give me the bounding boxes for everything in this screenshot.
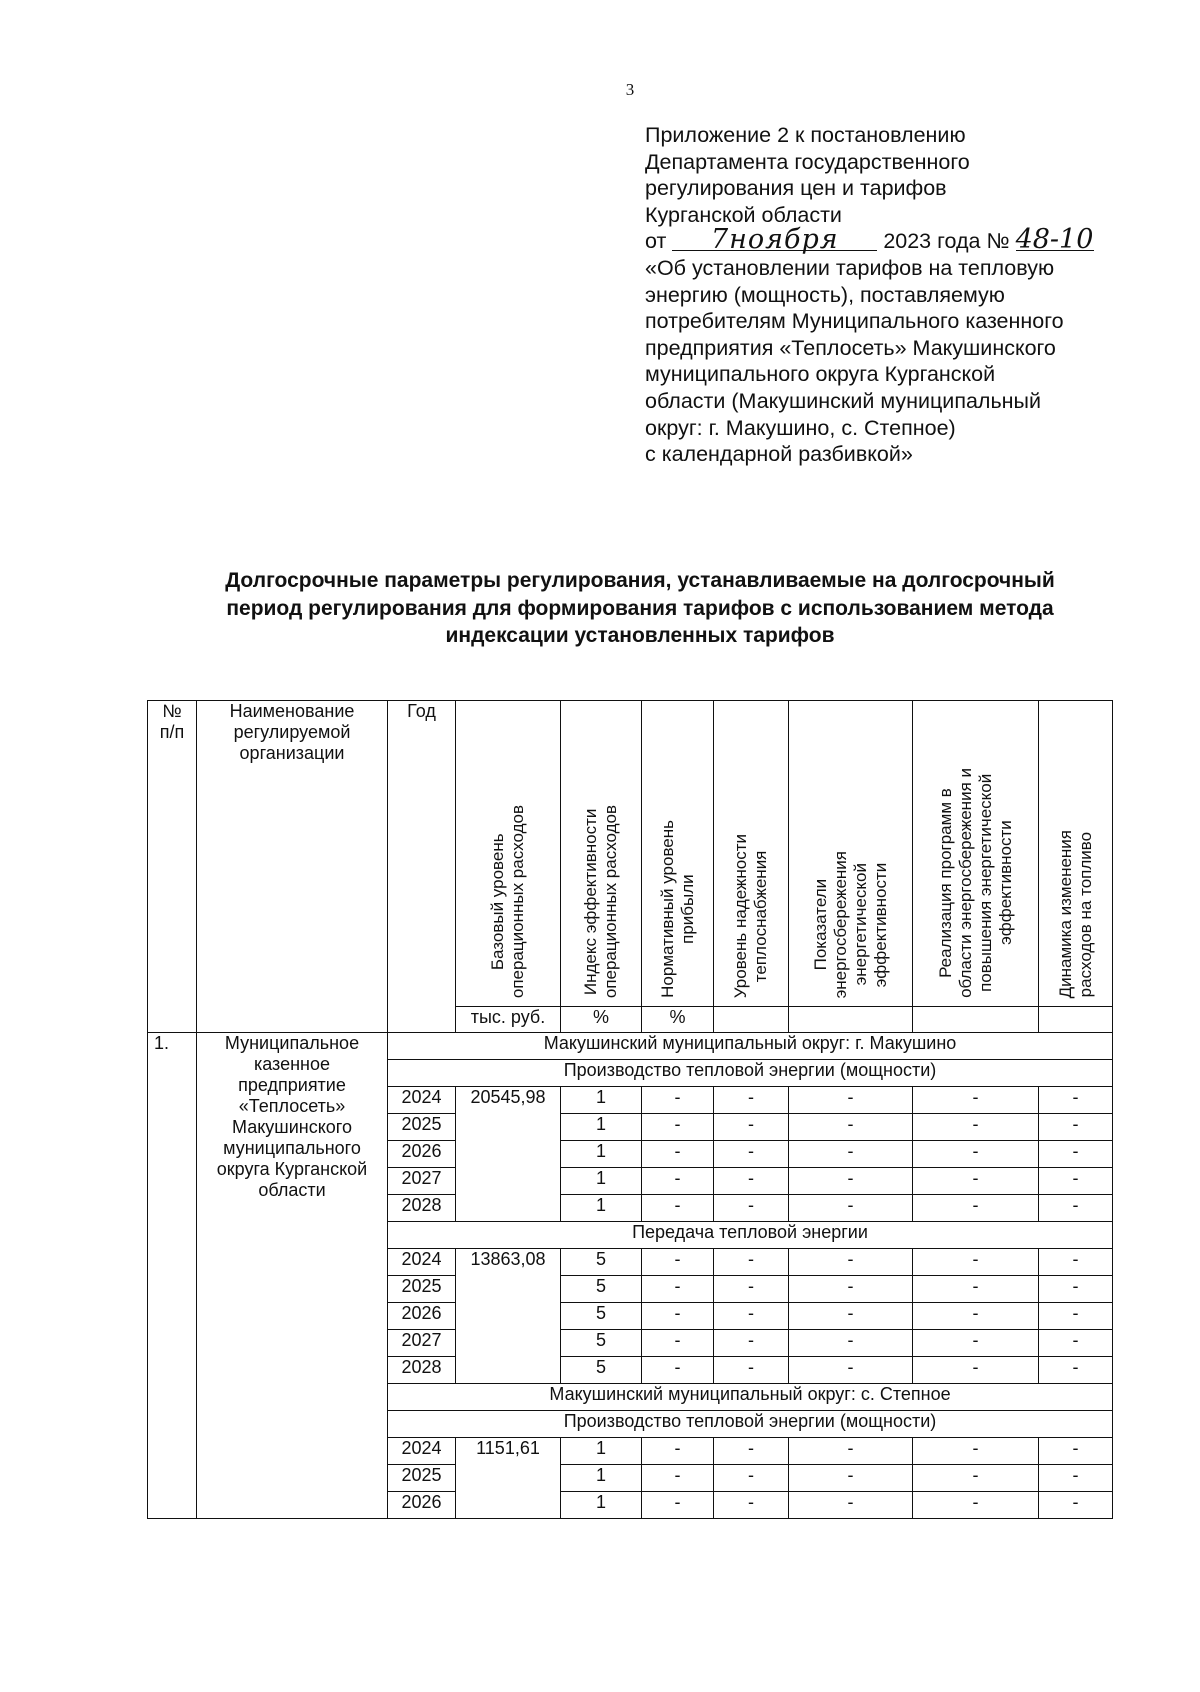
dash-cell: - [1039,1303,1113,1330]
dash-cell: - [789,1114,913,1141]
title-line: период регулирования для формирования тарифов с использованием метода [226,596,1054,620]
appendix-line: «Об установлении тарифов на тепловую [645,255,1055,280]
base-level-cell: 20545,98 [456,1087,561,1222]
dash-cell: - [913,1114,1039,1141]
dash-cell: - [642,1114,714,1141]
dash-cell: - [789,1195,913,1222]
dash-cell: - [714,1357,789,1384]
year-cell: 2026 [388,1492,456,1519]
header-text: расходов на топливо [1075,831,1095,997]
efficiency-index-cell: 1 [561,1087,642,1114]
appendix-line: с календарной разбивкой» [645,442,913,467]
header-text: Нормативный уровень [657,820,677,998]
dash-cell: - [789,1465,913,1492]
page-number: 3 [625,80,635,99]
year-cell: 2028 [388,1357,456,1384]
dash-cell: - [913,1195,1039,1222]
efficiency-index-cell: 1 [561,1114,642,1141]
year-text: 2023 года № [883,229,1010,254]
dash-cell: - [714,1276,789,1303]
appendix-line: области (Макушинский муниципальный [645,388,1041,413]
dash-cell: - [714,1438,789,1465]
year-cell: 2024 [388,1249,456,1276]
district-label: Макушинский муниципальный округ: г. Макушино [388,1033,1113,1060]
dash-cell: - [1039,1168,1113,1195]
header-year: Год [388,701,456,1033]
dash-cell: - [1039,1330,1113,1357]
dash-cell: - [642,1303,714,1330]
dash-cell: - [1039,1465,1113,1492]
year-cell: 2025 [388,1276,456,1303]
header-row [148,701,1113,1007]
year-cell: 2027 [388,1330,456,1357]
unit-efficiency: % [561,1007,642,1033]
efficiency-index-cell: 1 [561,1492,642,1519]
efficiency-index-cell: 1 [561,1465,642,1492]
dash-cell: - [714,1114,789,1141]
appendix-line: предприятия «Теплосеть» Макушинского [645,335,1056,360]
dash-cell: - [789,1438,913,1465]
unit-empty [1039,1007,1113,1033]
dash-cell: - [789,1492,913,1519]
dash-cell: - [1039,1087,1113,1114]
year-cell: 2026 [388,1141,456,1168]
efficiency-index-cell: 1 [561,1195,642,1222]
dash-cell: - [714,1249,789,1276]
header-fuel-dynamics [1039,701,1113,1007]
appendix-line: Курганской области [645,202,842,227]
unit-profit: % [642,1007,714,1033]
dash-cell: - [642,1465,714,1492]
dash-cell: - [714,1330,789,1357]
dash-cell: - [913,1249,1039,1276]
dash-cell: - [1039,1114,1113,1141]
appendix-block [645,122,1165,468]
parameters-table [147,700,1113,1519]
header-text: Реализация программ в [935,788,955,978]
unit-empty [913,1007,1039,1033]
efficiency-index-cell: 5 [561,1249,642,1276]
dash-cell: - [789,1249,913,1276]
unit-base: тыс. руб. [456,1007,561,1033]
header-text: операционных расходов [601,804,620,998]
dash-cell: - [714,1492,789,1519]
appendix-line: энергию (мощность), поставляемую [645,282,1005,307]
efficiency-index-cell: 5 [561,1303,642,1330]
dash-cell: - [714,1141,789,1168]
unit-empty [789,1007,913,1033]
handwritten-number: 48-10 [1015,224,1094,256]
dash-cell: - [642,1141,714,1168]
header-text: Уровень надежности [731,833,750,998]
dash-cell: - [642,1276,714,1303]
efficiency-index-cell: 1 [561,1141,642,1168]
efficiency-index-cell: 5 [561,1276,642,1303]
dash-cell: - [913,1168,1039,1195]
dash-cell: - [642,1330,714,1357]
year-cell: 2025 [388,1114,456,1141]
dash-cell: - [714,1195,789,1222]
district-row [148,1033,1113,1060]
header-text: эффективности [995,820,1015,946]
appendix-date-line [645,224,1165,256]
header-text: операционных расходов [508,804,527,998]
dash-cell: - [714,1465,789,1492]
header-num [148,701,197,1033]
header-text: Базовый уровень [488,833,507,970]
header-programs [913,701,1039,1007]
header-base-level [456,701,561,1007]
dash-cell: - [913,1141,1039,1168]
dash-cell: - [642,1492,714,1519]
dash-cell: - [1039,1195,1113,1222]
appendix-line: регулирования цен и тарифов [645,176,947,201]
efficiency-index-cell: 1 [561,1438,642,1465]
dash-cell: - [789,1087,913,1114]
document-title [140,567,1140,650]
header-energy-efficiency [789,701,913,1007]
dash-cell: - [1039,1276,1113,1303]
year-cell: 2026 [388,1303,456,1330]
header-text: эффективности [870,861,890,987]
dash-cell: - [789,1330,913,1357]
dash-cell: - [642,1249,714,1276]
dash-cell: - [714,1087,789,1114]
efficiency-index-cell: 5 [561,1357,642,1384]
dash-cell: - [642,1357,714,1384]
dash-cell: - [789,1303,913,1330]
base-level-cell: 13863,08 [456,1249,561,1384]
dash-cell: - [913,1465,1039,1492]
dash-cell: - [789,1276,913,1303]
year-cell: 2027 [388,1168,456,1195]
dash-cell: - [1039,1249,1113,1276]
header-text: Динамика изменения [1055,829,1075,998]
appendix-line: округ: г. Макушино, с. Степное) [645,415,956,440]
efficiency-index-cell: 5 [561,1330,642,1357]
header-reliability [714,701,789,1007]
dash-cell: - [913,1357,1039,1384]
header-text: области энергосбережения и [955,768,975,998]
dash-cell: - [642,1168,714,1195]
row-number: 1. [148,1033,197,1519]
header-text: прибыли [677,874,697,944]
header-org: Наименование регулируемой организации [197,701,388,1033]
dash-cell: - [913,1276,1039,1303]
dash-cell: - [789,1141,913,1168]
efficiency-index-cell: 1 [561,1168,642,1195]
dash-cell: - [642,1087,714,1114]
dash-cell: - [789,1357,913,1384]
dash-cell: - [913,1330,1039,1357]
activity-label: Производство тепловой энергии (мощности) [388,1060,1113,1087]
dash-cell: - [913,1087,1039,1114]
year-cell: 2028 [388,1195,456,1222]
dash-cell: - [789,1168,913,1195]
header-profit-level [642,701,714,1007]
appendix-line: Департамента государственного [645,149,970,174]
header-text: повышения энергетической [975,773,995,993]
dash-cell: - [913,1438,1039,1465]
header-text: теплоснабжения [751,850,770,982]
base-level-cell: 1151,61 [456,1438,561,1519]
header-text: энергосбережения [830,850,850,998]
dash-cell: - [1039,1492,1113,1519]
header-efficiency-index [561,701,642,1007]
activity-label: Производство тепловой энергии (мощности) [388,1411,1113,1438]
dash-cell: - [1039,1438,1113,1465]
dash-cell: - [1039,1141,1113,1168]
header-text: Показатели [810,878,830,971]
header-num-line: п/п [159,722,185,742]
dash-cell: - [1039,1357,1113,1384]
unit-empty [714,1007,789,1033]
dash-cell: - [913,1492,1039,1519]
dash-cell: - [642,1438,714,1465]
year-cell: 2024 [388,1438,456,1465]
dash-cell: - [714,1303,789,1330]
year-cell: 2025 [388,1465,456,1492]
header-text: энергетической [850,863,870,986]
header-text: Индекс эффективности [581,808,600,995]
year-cell: 2024 [388,1087,456,1114]
title-line: индексации установленных тарифов [445,624,835,647]
activity-label: Передача тепловой энергии [388,1222,1113,1249]
appendix-line: Приложение 2 к постановлению [645,123,966,147]
appendix-line: муниципального округа Курганской [645,362,996,387]
dash-cell: - [714,1168,789,1195]
dash-cell: - [913,1303,1039,1330]
district-label: Макушинский муниципальный округ: с. Степное [388,1384,1113,1411]
date-prefix: от [645,229,667,254]
header-num-line: № [162,701,182,721]
organization-name: Муниципальное казенное предприятие «Теплосеть» Макушинского муниципального округа Курганской области [197,1033,388,1519]
handwritten-date: 7ноября [672,230,877,251]
dash-cell: - [642,1195,714,1222]
title-line: Долгосрочные параметры регулирования, устанавливаемые на долгосрочный [225,569,1055,592]
appendix-line: потребителям Муниципального казенного [645,309,1064,334]
